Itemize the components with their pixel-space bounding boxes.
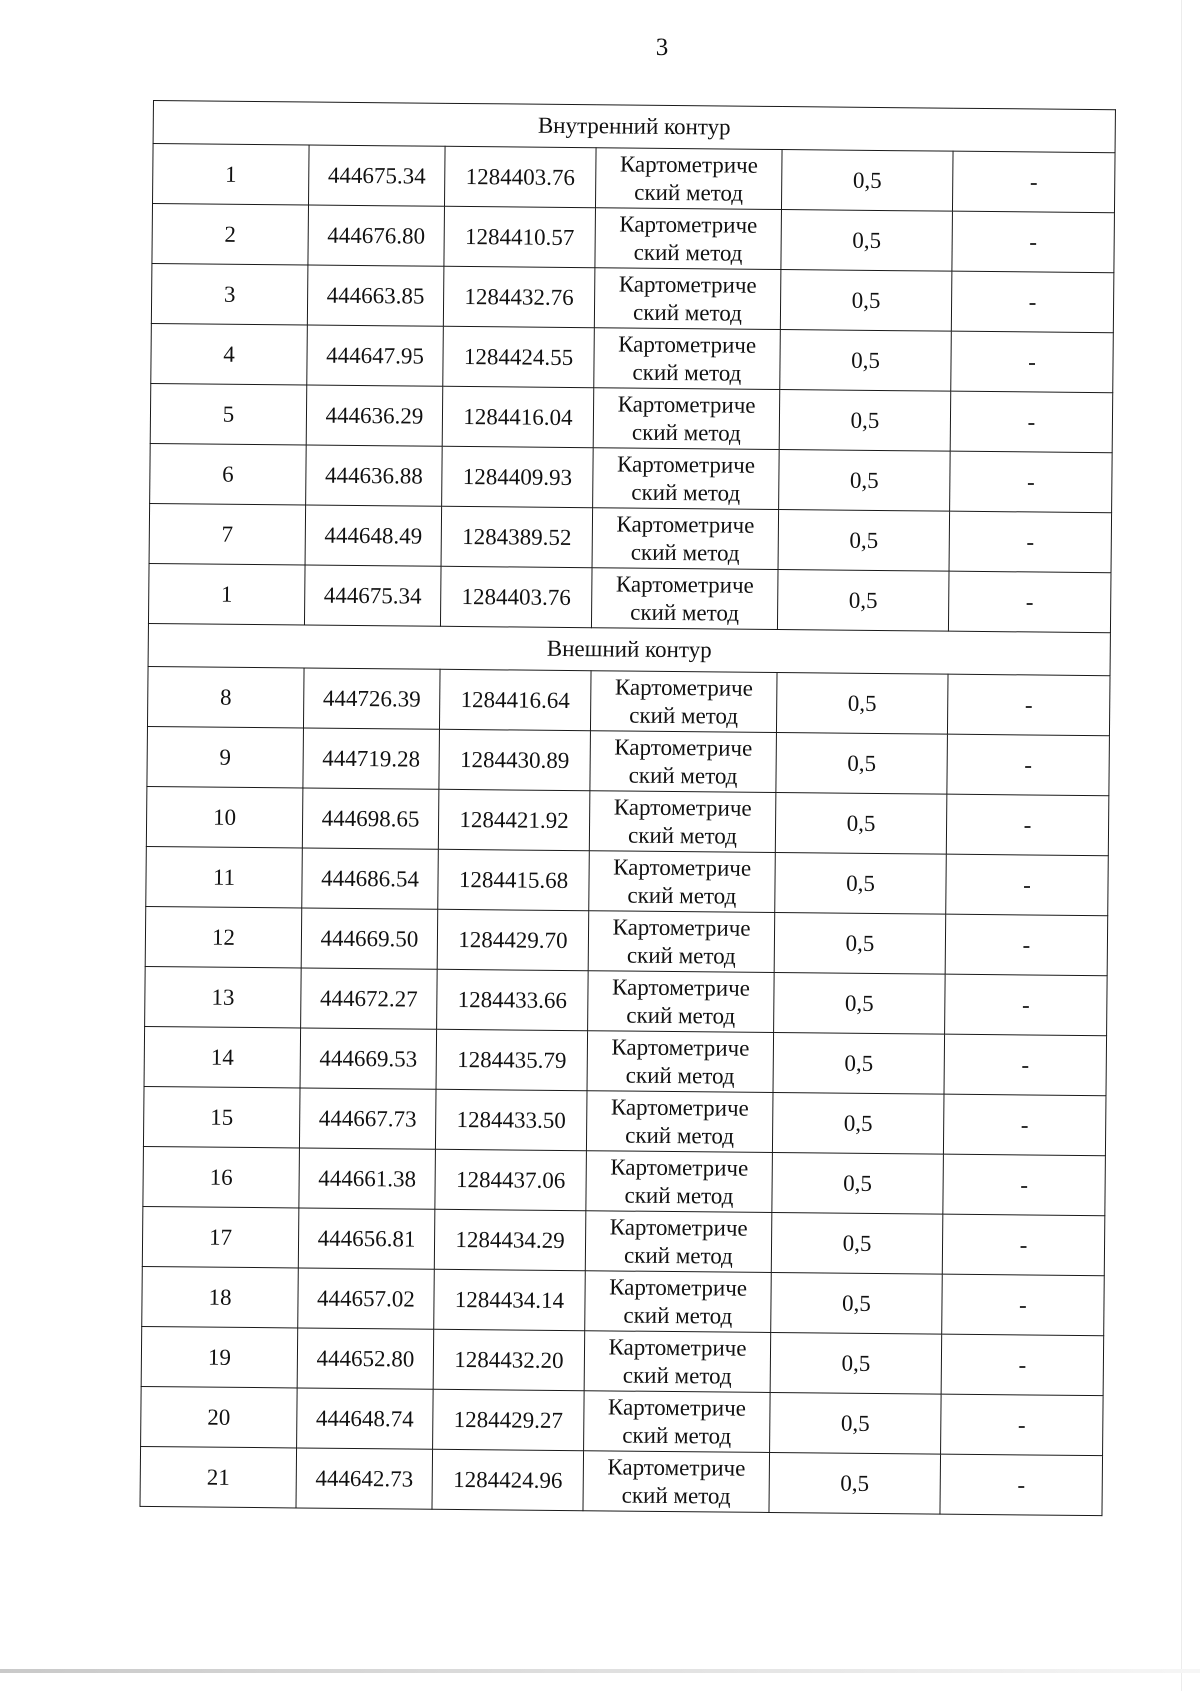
method-cell xyxy=(593,388,780,450)
method-line-1: Картометриче xyxy=(613,854,752,881)
method-cell xyxy=(586,1151,773,1213)
x-coordinate-cell: 444661.38 xyxy=(299,1148,436,1209)
method-line-2: ский метод xyxy=(628,762,738,789)
note-cell: - xyxy=(947,734,1110,796)
accuracy-cell: 0,5 xyxy=(775,793,947,855)
method-cell xyxy=(585,1211,772,1273)
method-line-1: Картометриче xyxy=(618,271,757,298)
accuracy-cell: 0,5 xyxy=(774,913,946,975)
x-coordinate-cell: 444663.85 xyxy=(307,265,444,326)
accuracy-cell: 0,5 xyxy=(777,570,949,632)
y-coordinate-cell: 1284410.57 xyxy=(444,206,596,267)
x-coordinate-cell: 444675.34 xyxy=(304,565,441,626)
x-coordinate-cell: 444636.88 xyxy=(306,445,443,506)
table-row xyxy=(145,906,1108,975)
method-line-2: ский метод xyxy=(623,1242,733,1269)
accuracy-cell: 0,5 xyxy=(776,733,948,795)
point-number-cell: 20 xyxy=(141,1386,298,1447)
method-line-2: ский метод xyxy=(632,359,742,386)
accuracy-cell: 0,5 xyxy=(779,450,951,512)
y-coordinate-cell: 1284403.76 xyxy=(444,146,596,207)
note-cell: - xyxy=(948,571,1111,633)
y-coordinate-cell: 1284434.14 xyxy=(434,1269,586,1330)
table-row xyxy=(142,1266,1105,1335)
table-row xyxy=(147,666,1110,735)
section-title: Внутренний контур xyxy=(153,101,1115,153)
y-coordinate-cell: 1284432.76 xyxy=(443,266,595,327)
x-coordinate-cell: 444719.28 xyxy=(303,728,440,789)
point-number-cell: 21 xyxy=(140,1446,297,1507)
method-line-2: ский метод xyxy=(622,1362,732,1389)
method-line-1: Картометриче xyxy=(615,571,754,598)
method-line-2: ский метод xyxy=(632,299,743,326)
y-coordinate-cell: 1284416.64 xyxy=(439,669,591,730)
point-number-cell: 4 xyxy=(151,323,308,384)
method-line-1: Картометриче xyxy=(616,451,756,478)
accuracy-cell: 0,5 xyxy=(774,973,946,1035)
method-line-2: ский метод xyxy=(627,822,737,849)
x-coordinate-cell: 444647.95 xyxy=(307,325,444,386)
y-coordinate-cell: 1284389.52 xyxy=(441,506,593,567)
y-coordinate-cell: 1284433.66 xyxy=(437,969,589,1030)
y-coordinate-cell: 1284430.89 xyxy=(439,729,591,790)
x-coordinate-cell: 444657.02 xyxy=(298,1268,435,1329)
note-cell: - xyxy=(942,1214,1105,1276)
point-number-cell: 8 xyxy=(147,666,304,727)
note-cell: - xyxy=(949,511,1112,573)
x-coordinate-cell: 444686.54 xyxy=(302,848,439,909)
table-row xyxy=(145,966,1108,1035)
note-cell: - xyxy=(945,914,1108,976)
method-line-1: Картометриче xyxy=(610,1154,749,1181)
y-coordinate-cell: 1284421.92 xyxy=(438,789,590,850)
method-line-2: ский метод xyxy=(625,1062,735,1089)
x-coordinate-cell: 444667.73 xyxy=(299,1088,436,1149)
point-number-cell: 16 xyxy=(143,1146,300,1207)
table-row xyxy=(147,726,1110,795)
method-line-1: Картометриче xyxy=(610,1094,749,1121)
note-cell: - xyxy=(947,674,1110,736)
method-cell xyxy=(589,851,776,913)
note-cell: - xyxy=(950,391,1113,453)
note-cell: - xyxy=(942,1274,1105,1336)
page-number: 3 xyxy=(655,34,669,61)
method-cell xyxy=(588,911,775,973)
method-line-1: Картометриче xyxy=(614,674,753,701)
point-number-cell: 1 xyxy=(153,144,310,205)
method-line-2: ский метод xyxy=(622,1422,732,1449)
point-number-cell: 1 xyxy=(148,563,305,624)
point-number-cell: 13 xyxy=(145,966,302,1027)
method-cell xyxy=(591,568,778,630)
accuracy-cell: 0,5 xyxy=(781,210,953,272)
accuracy-cell: 0,5 xyxy=(779,390,951,452)
method-cell xyxy=(586,1091,773,1153)
x-coordinate-cell: 444669.50 xyxy=(301,908,438,969)
method-cell xyxy=(592,508,779,570)
note-cell: - xyxy=(945,974,1108,1036)
method-line-2: ский метод xyxy=(631,419,741,446)
table-row xyxy=(144,1026,1107,1095)
method-line-1: Картометриче xyxy=(613,794,752,821)
scan-edge-line xyxy=(0,1669,1200,1673)
x-coordinate-cell: 444675.34 xyxy=(308,145,445,206)
method-line-2: ский метод xyxy=(621,1482,731,1509)
y-coordinate-cell: 1284432.20 xyxy=(433,1329,585,1390)
method-line-2: ский метод xyxy=(625,1122,735,1149)
method-cell xyxy=(584,1331,771,1393)
point-number-cell: 10 xyxy=(146,786,303,847)
accuracy-cell: 0,5 xyxy=(781,150,953,212)
x-coordinate-cell: 444672.27 xyxy=(301,968,438,1029)
accuracy-cell: 0,5 xyxy=(770,1392,942,1454)
method-line-2: ский метод xyxy=(623,1302,733,1329)
point-number-cell: 18 xyxy=(142,1266,299,1327)
method-cell xyxy=(594,268,781,330)
method-cell xyxy=(595,148,782,210)
table-row xyxy=(153,144,1116,213)
method-cell xyxy=(585,1271,772,1333)
table-row xyxy=(146,846,1109,915)
note-cell: - xyxy=(946,854,1109,916)
x-coordinate-cell: 444648.74 xyxy=(297,1388,434,1449)
y-coordinate-cell: 1284424.96 xyxy=(432,1449,584,1510)
x-coordinate-cell: 444648.49 xyxy=(305,505,442,566)
accuracy-cell: 0,5 xyxy=(770,1332,942,1394)
section-title: Внешний контур xyxy=(148,623,1110,675)
x-coordinate-cell: 444636.29 xyxy=(306,385,443,446)
method-cell xyxy=(590,731,777,793)
table-row xyxy=(143,1086,1106,1155)
accuracy-cell: 0,5 xyxy=(771,1212,943,1274)
table-row xyxy=(140,1446,1103,1515)
y-coordinate-cell: 1284424.55 xyxy=(443,326,595,387)
x-coordinate-cell: 444726.39 xyxy=(303,668,440,729)
note-cell: - xyxy=(951,331,1114,393)
method-line-1: Картометриче xyxy=(608,1334,747,1361)
method-line-2: ский метод xyxy=(624,1182,734,1209)
y-coordinate-cell: 1284434.29 xyxy=(434,1209,586,1270)
y-coordinate-cell: 1284409.93 xyxy=(442,446,594,507)
method-line-2: ский метод xyxy=(634,179,744,206)
note-cell: - xyxy=(951,271,1114,333)
point-number-cell: 14 xyxy=(144,1026,301,1087)
method-line-2: ский метод xyxy=(626,942,736,969)
note-cell: - xyxy=(943,1094,1106,1156)
accuracy-cell: 0,5 xyxy=(775,853,947,915)
note-cell: - xyxy=(943,1154,1106,1216)
x-coordinate-cell: 444669.53 xyxy=(300,1028,437,1089)
method-line-1: Картометриче xyxy=(619,211,758,238)
point-number-cell: 3 xyxy=(151,263,308,324)
table-row xyxy=(141,1386,1104,1455)
method-line-2: ский метод xyxy=(630,539,740,566)
point-number-cell: 17 xyxy=(142,1206,299,1267)
method-line-2: ский метод xyxy=(631,479,741,506)
method-line-1: Картометриче xyxy=(611,974,751,1001)
y-coordinate-cell: 1284416.04 xyxy=(442,386,594,447)
x-coordinate-cell: 444698.65 xyxy=(302,788,439,849)
method-cell xyxy=(584,1391,771,1453)
method-cell xyxy=(593,448,780,510)
point-number-cell: 7 xyxy=(149,503,306,564)
point-number-cell: 6 xyxy=(150,443,307,504)
table-row xyxy=(150,443,1113,512)
coordinates-sheet xyxy=(139,100,1114,1516)
point-number-cell: 12 xyxy=(145,906,302,967)
method-line-2: ский метод xyxy=(630,599,740,626)
table-row xyxy=(143,1146,1106,1215)
y-coordinate-cell: 1284435.79 xyxy=(436,1029,588,1090)
note-cell: - xyxy=(946,794,1109,856)
note-cell: - xyxy=(941,1394,1104,1456)
method-cell xyxy=(595,208,782,270)
method-cell xyxy=(583,1451,770,1513)
method-cell xyxy=(588,971,775,1033)
method-cell xyxy=(589,791,776,853)
method-line-2: ский метод xyxy=(627,882,737,909)
note-cell: - xyxy=(944,1034,1107,1096)
scan-margin-line xyxy=(1181,0,1182,1691)
y-coordinate-cell: 1284429.70 xyxy=(437,909,589,970)
note-cell: - xyxy=(952,211,1115,273)
table-row xyxy=(146,786,1109,855)
accuracy-cell: 0,5 xyxy=(772,1152,944,1214)
method-cell xyxy=(587,1031,774,1093)
y-coordinate-cell: 1284415.68 xyxy=(438,849,590,910)
point-number-cell: 15 xyxy=(143,1086,300,1147)
point-number-cell: 2 xyxy=(152,204,309,265)
table-row xyxy=(142,1206,1105,1275)
accuracy-cell: 0,5 xyxy=(769,1452,941,1514)
accuracy-cell: 0,5 xyxy=(778,510,950,572)
x-coordinate-cell: 444652.80 xyxy=(297,1328,434,1389)
table-row xyxy=(150,383,1113,452)
x-coordinate-cell: 444676.80 xyxy=(308,205,445,266)
method-line-1: Картометриче xyxy=(609,1214,748,1241)
point-number-cell: 9 xyxy=(147,726,304,787)
method-line-2: ский метод xyxy=(629,702,739,729)
note-cell: - xyxy=(940,1454,1103,1516)
y-coordinate-cell: 1284429.27 xyxy=(433,1389,585,1450)
note-cell: - xyxy=(952,151,1115,213)
table-row xyxy=(152,204,1115,273)
method-cell xyxy=(590,671,777,733)
coordinates-table xyxy=(139,100,1115,1516)
accuracy-cell: 0,5 xyxy=(771,1272,943,1334)
y-coordinate-cell: 1284437.06 xyxy=(435,1149,587,1210)
x-coordinate-cell: 444656.81 xyxy=(298,1208,435,1269)
method-line-1: Картометриче xyxy=(617,391,756,418)
method-line-1: Картометриче xyxy=(612,914,751,941)
method-line-1: Картометриче xyxy=(614,734,753,761)
table-row xyxy=(149,503,1112,572)
note-cell: - xyxy=(950,451,1113,513)
method-line-1: Картометриче xyxy=(607,1394,747,1421)
method-line-1: Картометриче xyxy=(607,1454,746,1481)
method-line-1: Картометриче xyxy=(611,1034,750,1061)
table-row xyxy=(151,323,1114,392)
x-coordinate-cell: 444642.73 xyxy=(296,1448,433,1509)
point-number-cell: 5 xyxy=(150,383,307,444)
point-number-cell: 19 xyxy=(141,1326,298,1387)
method-cell xyxy=(594,328,781,390)
y-coordinate-cell: 1284403.76 xyxy=(440,566,592,627)
note-cell: - xyxy=(941,1334,1104,1396)
method-line-2: ский метод xyxy=(633,239,743,266)
method-line-1: Картометриче xyxy=(619,151,758,178)
method-line-2: ский метод xyxy=(626,1002,736,1029)
method-line-1: Картометриче xyxy=(616,511,755,538)
method-line-1: Картометриче xyxy=(609,1274,748,1301)
point-number-cell: 11 xyxy=(146,846,303,907)
coordinates-table-body xyxy=(140,101,1115,1516)
method-line-1: Картометриче xyxy=(618,331,757,358)
accuracy-cell: 0,5 xyxy=(780,330,952,392)
accuracy-cell: 0,5 xyxy=(776,673,948,735)
table-row xyxy=(141,1326,1104,1395)
table-row xyxy=(148,563,1111,632)
accuracy-cell: 0,5 xyxy=(772,1092,944,1154)
y-coordinate-cell: 1284433.50 xyxy=(435,1089,587,1150)
table-row xyxy=(151,263,1114,332)
accuracy-cell: 0,5 xyxy=(780,270,952,332)
accuracy-cell: 0,5 xyxy=(773,1033,945,1095)
